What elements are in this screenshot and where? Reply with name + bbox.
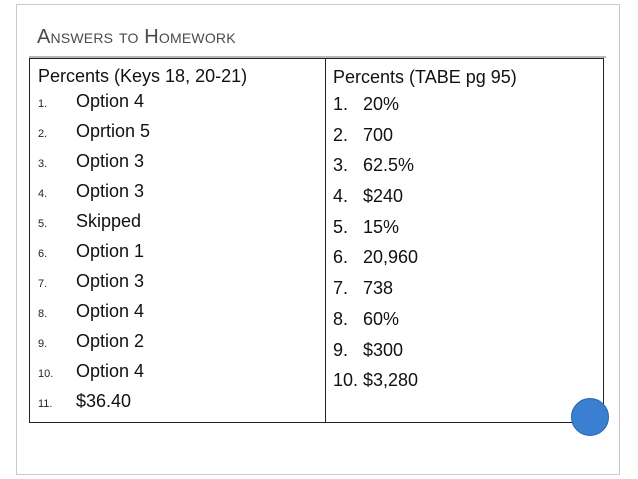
left-column-header: Percents (Keys 18, 20-21) [38,66,248,86]
answers-table [29,58,604,423]
right-answer-item [333,181,517,212]
answer-text: Option 3 [76,151,145,171]
answer-number: 9. [38,338,48,350]
answer-text: $240 [363,186,404,207]
left-column [38,64,247,418]
answer-number: 1. [38,98,48,110]
answer-number: 3. [333,155,349,176]
right-answer-item [333,242,517,273]
left-answer-item [38,358,247,388]
answer-number: 5. [333,216,349,237]
answer-number: 8. [38,308,48,320]
answer-text: Option 4 [76,91,145,111]
answer-text: 60% [363,308,400,329]
answer-text: Oprtion 5 [76,121,151,141]
answer-number: 10. [38,368,54,380]
answer-text: 738 [363,278,394,299]
frame-right-line [619,4,620,475]
right-answer-item [333,273,517,304]
column-divider [325,58,326,423]
decorative-circle [571,398,609,436]
right-column-header: Percents (TABE pg 95) [333,67,517,87]
right-answer-item [333,89,517,120]
right-answer-item [333,304,517,335]
frame-bottom-line [16,474,620,475]
answer-number: 1. [333,94,349,114]
answer-text: 700 [363,124,394,145]
left-answer-item [38,208,247,238]
left-answer-item [38,118,247,148]
answer-number: 4. [333,186,349,207]
answer-text: Skipped [76,211,142,231]
answer-number: 8. [333,308,349,329]
left-answer-item [38,238,247,268]
answer-number: 9. [333,339,349,360]
answer-number: 7. [38,278,48,290]
right-answer-item [333,212,517,243]
answer-number: 6. [38,248,48,260]
slide-title: Answers to Homework [37,26,236,48]
left-answer-item [38,328,247,358]
right-answer-item [333,365,517,396]
answer-number: 3. [38,158,48,170]
answer-number: 5. [38,218,48,230]
answer-text: 15% [363,216,400,237]
answer-text: Option 4 [76,301,145,321]
answer-text: Option 1 [76,241,145,261]
left-answer-item [38,298,247,328]
answer-number: 2. [38,128,48,140]
left-answer-item [38,88,247,118]
right-answer-item [333,120,517,151]
frame-left-line [16,4,17,475]
left-answer-item [38,178,247,208]
left-answer-item [38,148,247,178]
answer-text: Option 2 [76,331,145,351]
answer-text: $36.40 [76,391,132,411]
left-answer-item [38,268,247,298]
answer-number: 11. [38,398,53,410]
answer-text: Option 3 [76,271,145,291]
left-answer-list [38,88,247,418]
answer-text: 62.5% [363,155,415,176]
answer-number: 4. [38,188,48,200]
answer-number: 2. [333,124,349,145]
answer-text: 20% [363,94,400,114]
right-column [333,65,517,396]
answer-text: $300 [363,339,404,360]
answer-number: 6. [333,247,349,268]
frame-top-line [16,4,620,5]
left-answer-item [38,388,247,418]
right-answer-item [333,150,517,181]
answer-text: 20,960 [363,247,419,268]
right-answer-item [333,335,517,366]
answer-number: 10. [333,370,359,391]
right-answer-list [333,89,517,396]
answer-text: Option 3 [76,181,145,201]
answer-number: 7. [333,278,349,299]
answer-text: Option 4 [76,361,145,381]
answer-text: $3,280 [363,370,419,391]
